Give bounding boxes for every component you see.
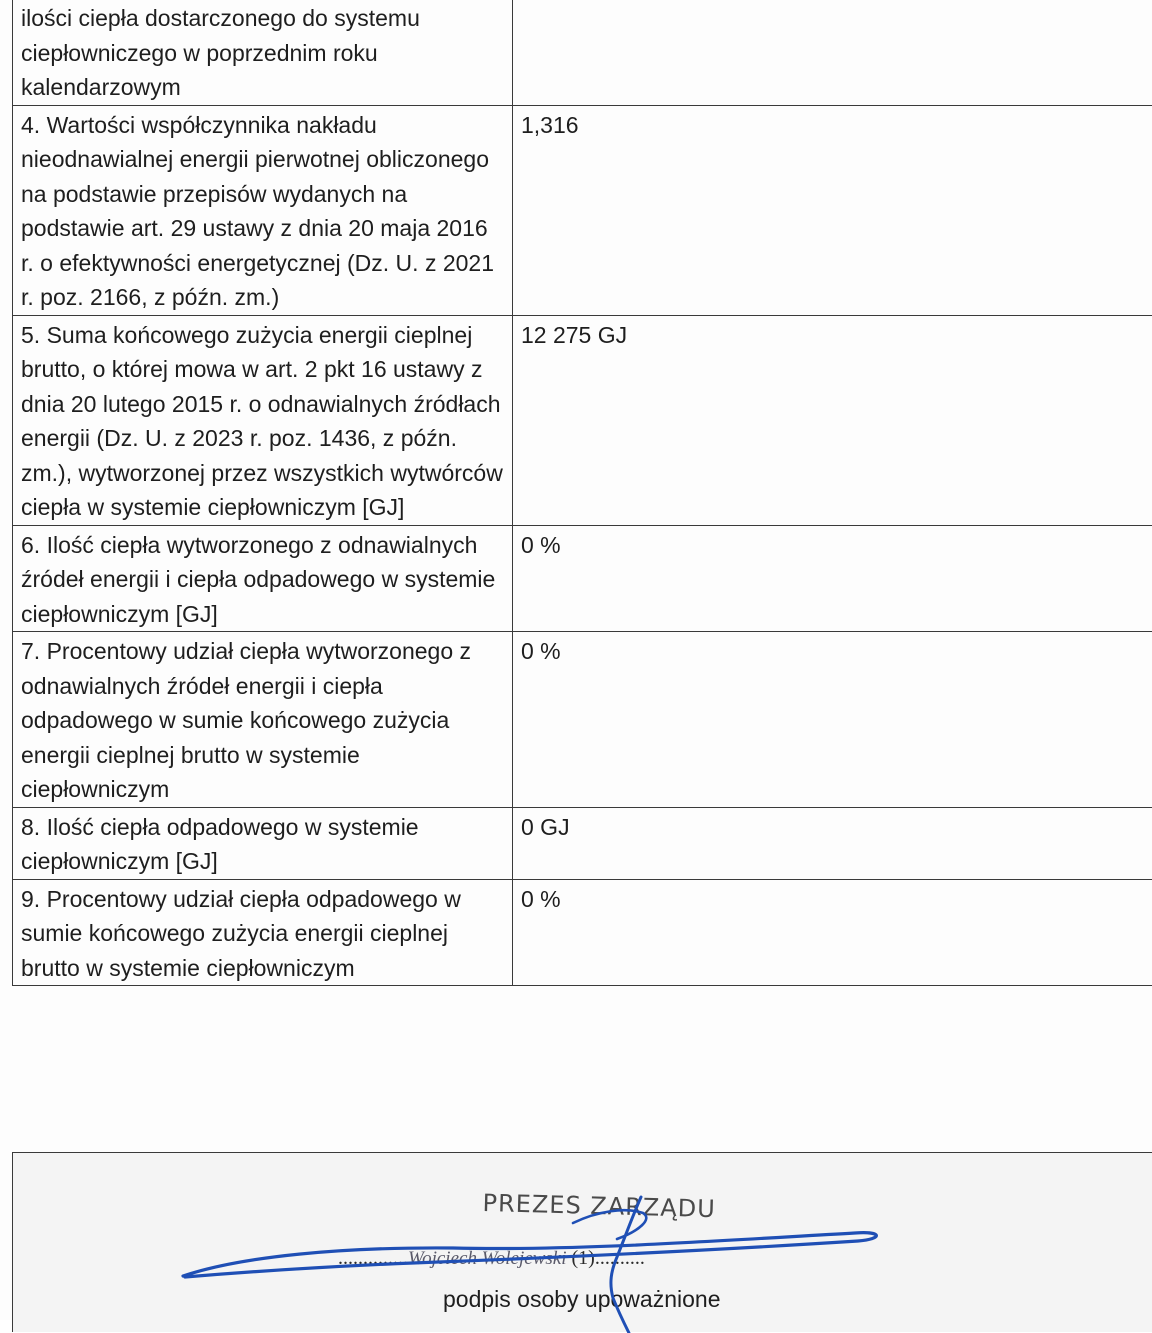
row-value: 1,316 (513, 105, 1152, 315)
row-label: ilości ciepła dostarczonego do systemu ciepłowniczego w poprzednim roku kalendarzowym (13, 0, 513, 105)
signature-line (338, 1247, 645, 1270)
row-value (513, 0, 1152, 105)
signature-dots-left: .............. (338, 1247, 408, 1269)
row-label: 8. Ilość ciepła odpadowego w systemie ciepłowniczym [GJ] (13, 807, 513, 879)
row-label: 5. Suma końcowego zużycia energii cieplnej brutto, o której mowa w art. 2 pkt 16 ustawy z dnia 20 lutego 2015 r. o odnawialnych źródłach energii (Dz. U. z 2023 r. poz. 1436, z późn. zm.), wytworzonej przez wszystkich wytwórców ciepła w systemie ciepłowniczym [GJ] (13, 315, 513, 525)
signature-dots-right: .......... (595, 1247, 645, 1269)
table-row (13, 807, 1152, 879)
footnote-marker: (1) (571, 1247, 594, 1269)
row-value: 0 % (513, 879, 1152, 986)
stamp-title: PREZES ZARZĄDU (482, 1189, 716, 1223)
signature-caption: podpis osoby upoważnione (443, 1286, 720, 1313)
table-row (13, 879, 1152, 986)
table-row (13, 105, 1152, 315)
table-row (13, 315, 1152, 525)
stamp-name: Wojciech Wolejewski (408, 1248, 566, 1269)
data-table (12, 0, 1152, 986)
table-row (13, 0, 1152, 105)
row-label: 4. Wartości współczynnika nakładu nieodnawialnej energii pierwotnej obliczonego na podstawie przepisów wydanych na podstawie art. 29 ustawy z dnia 20 maja 2016 r. o efektywności energetycznej (Dz. U. z 2021 r. poz. 2166, z późn. zm.) (13, 105, 513, 315)
row-value: 0 GJ (513, 807, 1152, 879)
row-label: 9. Procentowy udział ciepła odpadowego w sumie końcowego zużycia energii cieplnej brutto w systemie ciepłowniczym (13, 879, 513, 986)
row-label: 6. Ilość ciepła wytworzonego z odnawialnych źródeł energii i ciepła odpadowego w systemie ciepłowniczym [GJ] (13, 525, 513, 632)
row-value: 12 275 GJ (513, 315, 1152, 525)
signature-block (12, 1152, 1152, 1332)
table-row (13, 525, 1152, 632)
table-row (13, 632, 1152, 808)
row-label: 7. Procentowy udział ciepła wytworzonego z odnawialnych źródeł energii i ciepła odpadowego w sumie końcowego zużycia energii cieplnej brutto w systemie ciepłowniczym (13, 632, 513, 808)
row-value: 0 % (513, 632, 1152, 808)
row-value: 0 % (513, 525, 1152, 632)
